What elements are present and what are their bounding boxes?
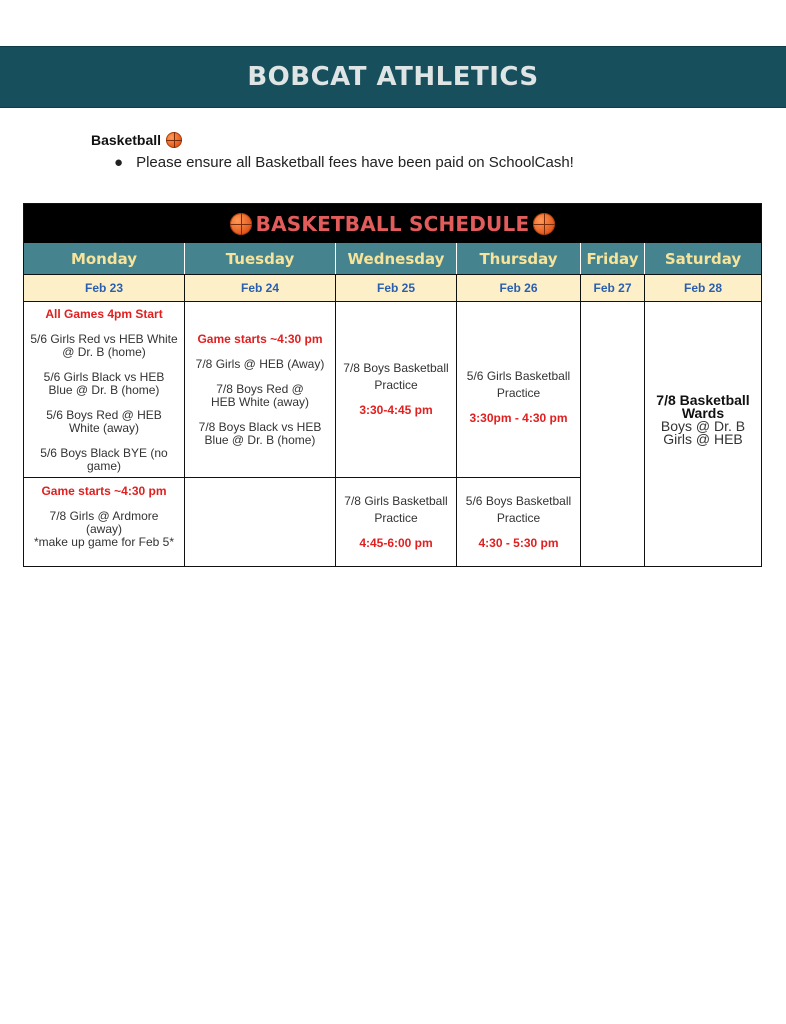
saturday-girls-location: Girls @ HEB [663,431,743,447]
basketball-icon [166,132,182,148]
practice-time: 3:30pm - 4:30 pm [469,411,568,425]
date-row [24,274,761,302]
practice-label: 7/8 Boys Basketball Practice [343,361,449,392]
saturday-boys-location: Boys @ Dr. B [660,418,746,434]
day-tuesday: Tuesday [185,243,336,274]
fee-notice [114,154,574,171]
list-item: 7/8 Girls @ Ardmore (away) [49,509,159,536]
thursday-practice-cell-2 [457,478,581,566]
section-heading [91,132,182,148]
day-saturday: Saturday [645,243,761,274]
list-item: 7/8 Boys Black vs HEB Blue @ Dr. B (home) [198,420,322,447]
date-saturday: Feb 28 [645,274,761,302]
date-tuesday: Feb 24 [185,274,336,302]
date-thursday: Feb 26 [457,274,581,302]
list-item: 5/6 Boys Black BYE (no game) [40,446,168,473]
day-header-row [24,243,761,274]
fee-notice-text: Please ensure all Basketball fees have been paid on SchoolCash! [136,154,574,171]
list-item: 7/8 Girls @ HEB (Away) [195,357,325,371]
list-item: 5/6 Boys Red @ HEB White (away) [46,408,162,435]
page-title: BOBCAT ATHLETICS [247,62,539,92]
basketball-icon [230,213,252,235]
practice-time: 4:30 - 5:30 pm [478,536,559,550]
date-friday: Feb 27 [581,274,645,302]
practice-label: 7/8 Girls Basketball Practice [344,494,448,525]
date-wednesday: Feb 25 [336,274,457,302]
bullet: ● [114,154,124,171]
monday-start-note: All Games 4pm Start [45,307,163,321]
saturday-event-title: 7/8 Basketball Wards [656,392,750,421]
practice-time: 3:30-4:45 pm [359,403,433,417]
monday-game-time: Game starts ~4:30 pm [41,484,167,498]
tuesday-game-time: Game starts ~4:30 pm [197,332,323,346]
thursday-practice-cell [457,302,581,478]
day-friday: Friday [581,243,645,274]
list-item: 5/6 Girls Red vs HEB White @ Dr. B (home) [30,332,178,359]
monday-makeup-cell [24,478,185,566]
monday-games-cell [24,302,185,478]
date-monday: Feb 23 [24,274,185,302]
day-thursday: Thursday [457,243,581,274]
tuesday-games-cell [185,302,336,478]
schedule-header [24,204,761,243]
friday-empty-cell [581,302,645,566]
basketball-icon [533,213,555,235]
basketball-schedule-table [23,203,762,567]
list-item: 5/6 Girls Black vs HEB Blue @ Dr. B (home) [43,370,165,397]
saturday-cell [645,302,761,566]
day-wednesday: Wednesday [336,243,457,274]
tuesday-empty-cell [185,478,336,566]
header-banner [0,46,786,108]
section-title: Basketball [91,132,162,148]
list-item: 7/8 Boys Red @ HEB White (away) [210,382,310,409]
wednesday-practice-cell-2 [336,478,457,566]
practice-time: 4:45-6:00 pm [359,536,433,550]
schedule-title: BASKETBALL SCHEDULE [255,211,530,236]
list-item: *make up game for Feb 5* [33,535,175,549]
practice-label: 5/6 Girls Basketball Practice [466,369,571,400]
day-monday: Monday [24,243,185,274]
wednesday-practice-cell [336,302,457,478]
practice-label: 5/6 Boys Basketball Practice [465,494,572,525]
